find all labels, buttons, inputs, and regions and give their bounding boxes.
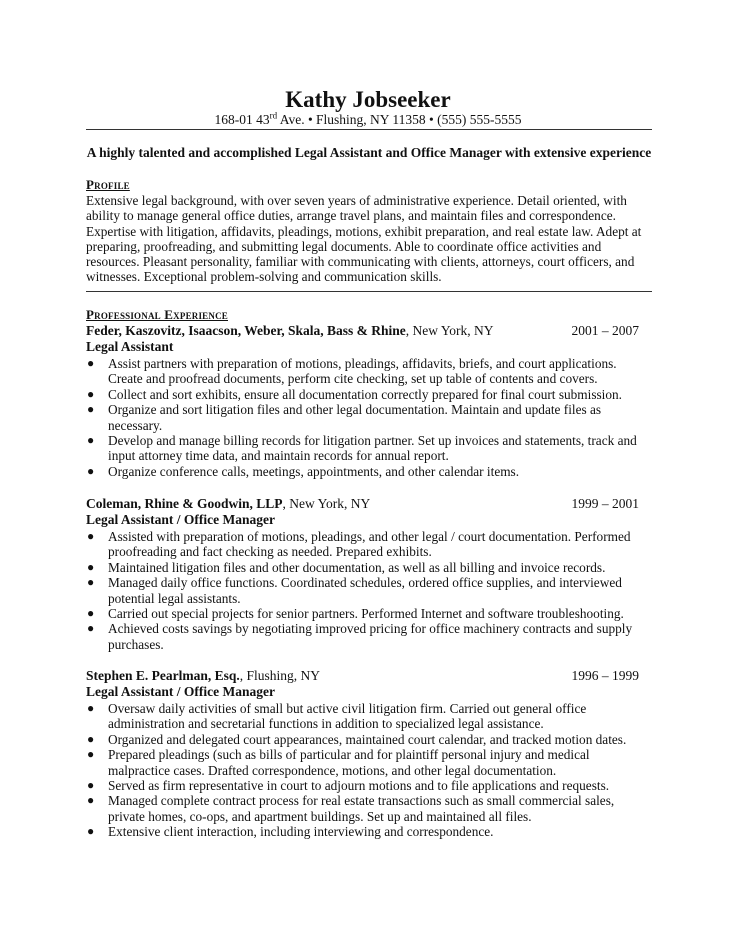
- bullet-icon: ●: [87, 356, 95, 370]
- company-location: , New York, NY: [405, 323, 494, 338]
- address-suffix: rd: [269, 110, 278, 121]
- job-entry: [86, 322, 639, 479]
- list-item: [86, 824, 639, 839]
- bullet-icon: ●: [87, 433, 95, 448]
- list-item: [86, 778, 639, 793]
- company-location: , Flushing, NY: [239, 668, 321, 683]
- duty-text: Organize and sort litigation files and other legal documentation. Maintain and update files as necessary.: [108, 402, 602, 433]
- list-item: [86, 747, 639, 778]
- job-title: Legal Assistant / Office Manager: [86, 684, 275, 699]
- company-name: Feder, Kaszovitz, Isaacson, Weber, Skala, Bass & Rhine: [86, 323, 406, 338]
- experience-heading: Professional Experience: [86, 307, 228, 322]
- duty-text: Served as firm representative in court to adjourn motions and to file applications and requests.: [108, 778, 610, 794]
- list-item: [86, 356, 639, 387]
- profile-heading: Profile: [86, 177, 130, 192]
- list-item: [86, 701, 639, 732]
- profile-divider: [86, 291, 652, 292]
- job-entry: [86, 667, 639, 840]
- company-location: , New York, NY: [282, 496, 371, 511]
- bullet-icon: ●: [87, 747, 95, 762]
- tagline: A highly talented and accomplished Legal Assistant and Office Manager with extensive experience: [86, 145, 652, 160]
- job-title: Legal Assistant: [86, 339, 174, 354]
- bullet-icon: ●: [87, 402, 95, 417]
- bullet-icon: ●: [87, 731, 95, 746]
- duty-text: Collect and sort exhibits, ensure all documentation correctly prepared for final court submission.: [108, 386, 623, 402]
- list-item: [86, 560, 639, 575]
- bullet-icon: ●: [87, 559, 95, 574]
- job-dates: 1996 – 1999: [571, 668, 639, 683]
- job-duties-list: [86, 356, 639, 479]
- bullet-icon: ●: [87, 606, 95, 621]
- list-item: [86, 387, 639, 402]
- job-header: [86, 667, 639, 684]
- address-rest: Ave. • Flushing, NY 11358 • (555) 555-5555: [277, 112, 522, 127]
- job-header: [86, 322, 639, 339]
- bullet-icon: ●: [87, 701, 95, 715]
- list-item: [86, 621, 639, 652]
- duty-text: Develop and manage billing records for litigation partner. Set up invoices and statements, track and input attorney time data, and maintain records for annual report.: [108, 433, 637, 464]
- duty-text: Assist partners with preparation of motions, pleadings, affidavits, briefs, and court applications. Create and proofread documents, perform cite checking, set up table of contents and covers.: [108, 356, 617, 387]
- duty-text: Organize conference calls, meetings, appointments, and other calendar items.: [108, 463, 520, 479]
- contact-line: [0, 112, 736, 128]
- duty-text: Managed daily office functions. Coordinated schedules, ordered office supplies, and interviewed potential legal assistants.: [108, 575, 622, 606]
- bullet-icon: ●: [87, 793, 95, 808]
- duty-text: Organized and delegated court appearances, maintained court calendar, and tracked motion dates.: [108, 731, 627, 747]
- job-duties-list: [86, 701, 639, 840]
- job-title: Legal Assistant / Office Manager: [86, 512, 275, 527]
- bullet-icon: ●: [87, 529, 95, 543]
- profile-text: Extensive legal background, with over seven years of administrative experience. Detail oriented, with ability to manage general office duties, arrange travel plans, and maintain files and correspondence. Expertise with litigation, affidavits, pleadings, motions, exhibit preparation, and real estate law. Adept at preparing, proofreading, and submitting legal documents. Able to coordinate office activities and resources. Pleasant personality, familiar with communicating with clients, attorneys, court officers, and witnesses. Exceptional problem-solving and communication skills.: [86, 193, 642, 285]
- bullet-icon: ●: [87, 386, 95, 401]
- duty-text: Maintained litigation files and other documentation, as well as all billing and invoice records.: [108, 559, 606, 575]
- list-item: [86, 732, 639, 747]
- candidate-name: Kathy Jobseeker: [285, 87, 451, 112]
- duty-text: Extensive client interaction, including interviewing and correspondence.: [108, 824, 494, 840]
- list-item: [86, 529, 639, 560]
- job-header: [86, 495, 639, 512]
- bullet-icon: ●: [87, 463, 95, 478]
- duty-text: Assisted with preparation of motions, pleadings, and other legal / court documentation. Performed proofreading and fact checking as needed. Prepared exhibits.: [108, 529, 631, 560]
- address-number: 168-01 43: [214, 112, 270, 127]
- list-item: [86, 433, 639, 464]
- bullet-icon: ●: [87, 778, 95, 793]
- duty-text: Prepared pleadings (such as bills of particular and for plaintiff personal injury and medical malpractice cases. Drafted correspondence, motions, and other legal documentation.: [108, 747, 590, 778]
- list-item: [86, 793, 639, 824]
- bullet-icon: ●: [87, 621, 95, 636]
- company-name: Stephen E. Pearlman, Esq.: [86, 668, 240, 683]
- list-item: [86, 464, 639, 479]
- duty-text: Carried out special projects for senior partners. Performed Internet and software troubleshooting.: [108, 606, 624, 622]
- bullet-icon: ●: [87, 575, 95, 590]
- list-item: [86, 606, 639, 621]
- bullet-icon: ●: [87, 824, 95, 839]
- duty-text: Achieved costs savings by negotiating improved pricing for office machinery contracts and supply purchases.: [108, 621, 633, 652]
- list-item: [86, 575, 639, 606]
- job-duties-list: [86, 529, 639, 652]
- job-dates: 1999 – 2001: [571, 496, 639, 511]
- header-divider: [86, 129, 652, 130]
- job-dates: 2001 – 2007: [571, 323, 639, 338]
- job-entry: [86, 495, 639, 652]
- duty-text: Oversaw daily activities of small but active civil litigation firm. Carried out general office administration and secretarial functions in addition to specialized legal assistance.: [108, 701, 587, 732]
- company-name: Coleman, Rhine & Goodwin, LLP: [86, 496, 283, 511]
- duty-text: Managed complete contract process for real estate transactions such as small commercial sales, private homes, co-ops, and apartment buildings. Set up and maintained all files.: [108, 793, 615, 824]
- list-item: [86, 402, 639, 433]
